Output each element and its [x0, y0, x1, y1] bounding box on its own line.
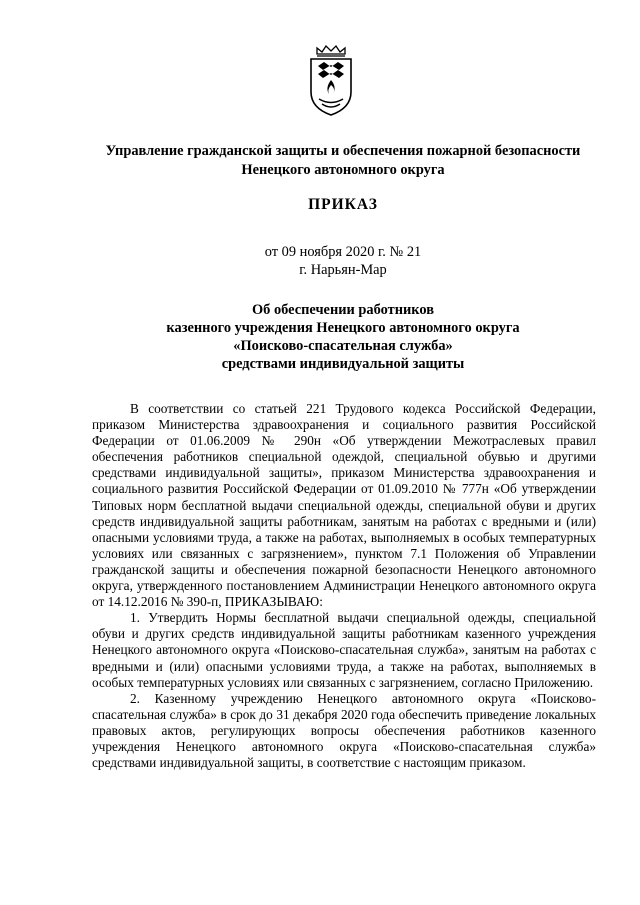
organization-name — [60, 142, 626, 180]
document-body — [92, 401, 596, 771]
date-number: от 09 ноября 2020 г. № 21 — [264, 244, 422, 260]
coat-of-arms-graphic — [306, 44, 356, 118]
coat-of-arms-icon — [306, 44, 356, 118]
preamble-paragraph: В соответствии со статьей 221 Трудового кодекса Российской Федерации, приказом Министерства здравоохранения и социального развития Российской Федерации от 01.06.2009 № 290н «Об утверждении Межотраслевых правил обеспечения работников специальной одеждой, специальной обувью и другими средствами индивидуальной защиты», приказом Министерства здравоохранения и социального развития Российской Федерации от 01.09.2010 № 777н «Об утверждении Типовых норм бесплатной выдачи специальной одежды, специальной обуви и других средств индивидуальной защиты работникам, занятым на работах с вредными и (или) опасными условиями труда, а также на работах, выполняемых в особых температурных условиях или связанных с загрязнением», пунктом 7.1 Положения об Управлении гражданской защиты и обеспечения пожарной безопасности Ненецкого автономного округа, утвержденного постановлением Администрации Ненецкого автономного округа от 14.12.2016 № 390-п, ПРИКАЗЫВАЮ: — [92, 401, 596, 610]
subject-line: Об обеспечении работников — [251, 302, 434, 318]
order-item-1: 1. Утвердить Нормы бесплатной выдачи специальной одежды, специальной обуви и других средств индивидуальной защиты работникам казенного учреждения Ненецкого автономного округа «Поисково-спасательная служба», занятым на работах с вредными и (или) опасными условиями труда, а также на работах, выполняемых в особых температурных условиях или связанных с загрязнением, согласно Приложению. — [92, 610, 596, 690]
document-subject — [60, 301, 626, 373]
subject-line: «Поисково-спасательная служба» — [233, 338, 453, 354]
order-item-2: 2. Казенному учреждению Ненецкого автономного округа «Поисково-спасательная служба» в срок до 31 декабря 2020 года обеспечить приведение локальных правовых актов, регулирующих вопросы обеспечения работников казенного учреждения Ненецкого автономного округа «Поисково-спасательная служба» средствами индивидуальной защиты, в соответствие с настоящим приказом. — [92, 690, 596, 771]
organization-line: Управление гражданской защиты и обеспечения пожарной безопасности — [105, 143, 581, 159]
subject-line: казенного учреждения Ненецкого автономного округа — [166, 320, 520, 336]
subject-line: средствами индивидуальной защиты — [221, 356, 465, 372]
organization-line: Ненецкого автономного округа — [241, 162, 445, 178]
date-and-place — [60, 243, 626, 279]
city: г. Нарьян-Мар — [299, 262, 387, 278]
document-type: ПРИКАЗ — [308, 196, 378, 213]
